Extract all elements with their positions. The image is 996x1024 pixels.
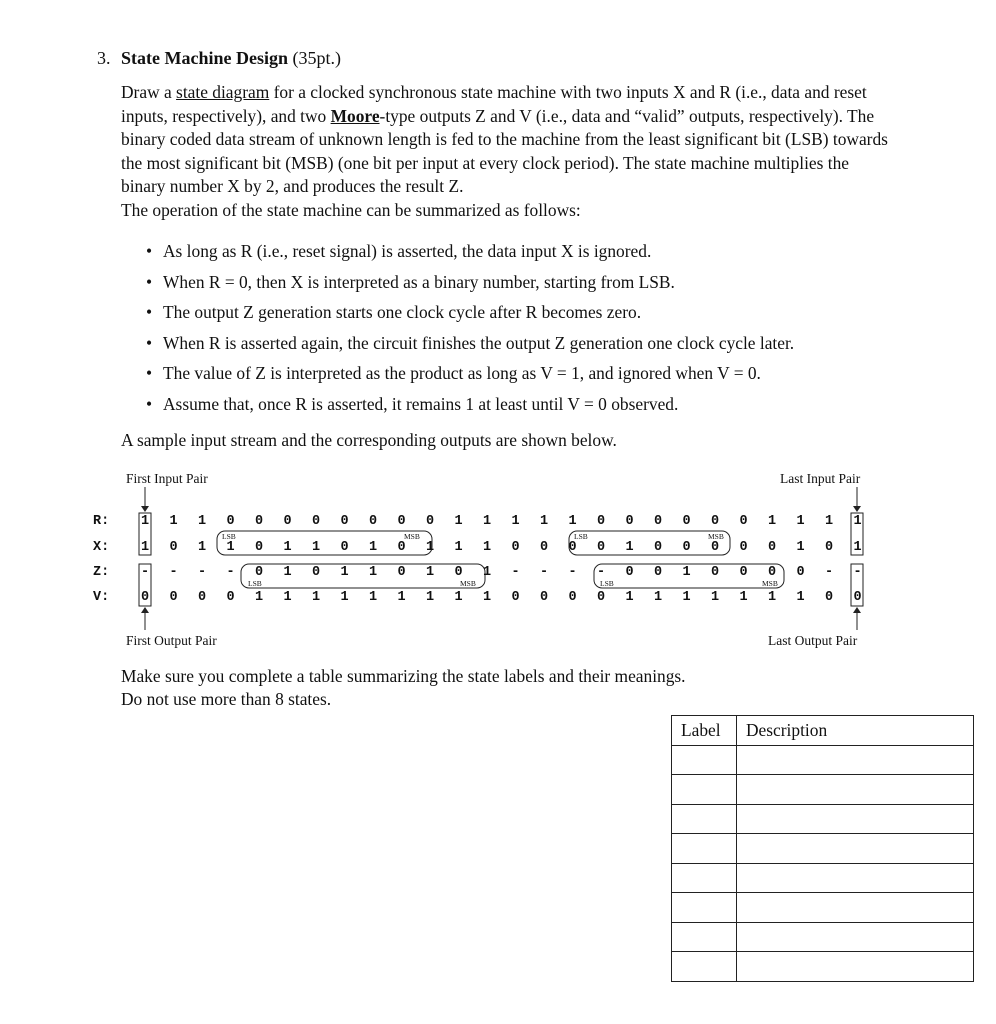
bit-x: 1: [482, 540, 492, 555]
bit-x: 1: [140, 540, 150, 555]
instruction-line-1: Make sure you complete a table summarizing the state labels and their meanings.: [121, 666, 686, 686]
sample-caption: A sample input stream and the corresponding outputs are shown below.: [121, 430, 617, 450]
instruction-line-2: Do not use more than 8 states.: [121, 689, 332, 709]
label-cell[interactable]: [672, 745, 737, 775]
state-summary-table: [671, 715, 974, 982]
bit-v: 1: [796, 590, 805, 605]
bit-v: 1: [739, 590, 748, 605]
lsb-tag: LSB: [248, 579, 262, 588]
bit-v: 0: [226, 590, 235, 605]
bit-z: -: [197, 565, 207, 580]
bit-v: 1: [482, 590, 492, 605]
bullet-item: • The value of Z is interpreted as the product as long as V = 1, and ignored when V = 0.: [146, 358, 906, 389]
label-cell[interactable]: [672, 893, 737, 923]
bit-x: 1: [454, 540, 463, 555]
lsb-tag: LSB: [574, 532, 588, 541]
bit-z: -: [853, 565, 862, 580]
bit-v: 0: [169, 590, 178, 605]
label-cell[interactable]: [672, 775, 737, 805]
bit-x: 0: [653, 540, 663, 555]
bullet-dot-icon: •: [146, 363, 153, 384]
bit-z: 0: [254, 565, 264, 580]
bit-v: 0: [596, 590, 606, 605]
bit-x: 1: [283, 540, 292, 555]
bit-z: -: [824, 565, 834, 580]
table-row[interactable]: [672, 745, 974, 775]
bit-v: 1: [625, 590, 634, 605]
bit-r: 1: [568, 514, 577, 529]
bit-z: -: [539, 565, 549, 580]
bit-r: 0: [425, 514, 435, 529]
bit-x: 1: [197, 540, 207, 555]
label-cell[interactable]: [672, 834, 737, 864]
bit-r: 1: [482, 514, 492, 529]
instructions: [121, 665, 686, 711]
bit-x: 0: [511, 540, 520, 555]
bit-r: 0: [682, 514, 691, 529]
bit-z: 0: [311, 565, 321, 580]
bit-z: 0: [454, 565, 463, 580]
bit-z: 1: [283, 565, 292, 580]
description-cell[interactable]: [737, 834, 974, 864]
msb-tag: MSB: [708, 532, 724, 541]
label-header: Label: [672, 716, 737, 746]
description-cell[interactable]: [737, 893, 974, 923]
description-cell[interactable]: [737, 863, 974, 893]
bit-x: 0: [254, 540, 264, 555]
bullet-item: • When R = 0, then X is interpreted as a binary number, starting from LSB.: [146, 267, 906, 298]
bit-z: -: [511, 565, 520, 580]
intro-text-1: Draw a: [121, 82, 177, 102]
last-input-pair-label: Last Input Pair: [780, 471, 861, 486]
bit-x: 1: [226, 540, 235, 555]
bit-v: 1: [340, 590, 349, 605]
bit-v: 1: [454, 590, 463, 605]
table-row[interactable]: [672, 952, 974, 982]
bit-x: 1: [425, 540, 435, 555]
intro-text-4: The operation of the state machine can be summarized as follows:: [121, 199, 581, 220]
lsb-tag: LSB: [222, 532, 236, 541]
bit-z: -: [226, 565, 235, 580]
bit-r: 1: [796, 514, 805, 529]
bit-r: 0: [397, 514, 406, 529]
intro-text-3: -type outputs Z and V (i.e., data and “valid” outputs, respectively). The binary coded data stream of unknown length is fed to the machine from the least significant bit (LSB) towards the most significant bit (MSB) (one bit per input at every clock period). The state machine multiplies the binary number X by 2, and produces the result Z.: [121, 105, 888, 196]
bit-z: 0: [653, 565, 663, 580]
bit-v: 1: [682, 590, 691, 605]
bit-r: 0: [311, 514, 321, 529]
table-header-row: [672, 716, 974, 746]
last-output-pair-label: Last Output Pair: [768, 633, 858, 648]
table-row[interactable]: [672, 893, 974, 923]
bit-z: 0: [739, 565, 748, 580]
question-number: 3.: [97, 48, 111, 68]
bit-x: 0: [767, 540, 777, 555]
description-cell[interactable]: [737, 952, 974, 982]
bit-z: -: [169, 565, 178, 580]
bit-v: 1: [368, 590, 378, 605]
bit-r: 1: [454, 514, 463, 529]
description-header: Description: [737, 716, 974, 746]
bit-x: 0: [340, 540, 349, 555]
bit-r: 0: [368, 514, 378, 529]
bit-r: 0: [653, 514, 663, 529]
row-label-z: Z:: [93, 565, 110, 580]
bit-v: 1: [425, 590, 435, 605]
table-row[interactable]: [672, 804, 974, 834]
description-cell[interactable]: [737, 804, 974, 834]
bit-z: 1: [340, 565, 349, 580]
bit-r: 0: [739, 514, 748, 529]
bullet-dot-icon: •: [146, 302, 153, 323]
bit-x: 0: [824, 540, 834, 555]
bit-r: 1: [767, 514, 777, 529]
bullet-dot-icon: •: [146, 241, 153, 261]
bit-z: 0: [625, 565, 634, 580]
bit-x: 0: [739, 540, 748, 555]
table-row[interactable]: [672, 775, 974, 805]
table-row[interactable]: [672, 834, 974, 864]
row-label-x: X:: [93, 540, 110, 555]
bit-v: 1: [254, 590, 264, 605]
bit-r: 0: [226, 514, 235, 529]
bullet-dot-icon: •: [146, 332, 153, 353]
bullet-item: • Assume that, once R is asserted, it remains 1 at least until V = 0 observed.: [146, 389, 906, 420]
row-label-r: R:: [93, 514, 110, 529]
bit-z: -: [596, 565, 606, 580]
bullet-item: • When R is asserted again, the circuit finishes the output Z generation one clock cycle later.: [146, 328, 906, 359]
bit-x: 0: [169, 540, 178, 555]
bit-r: 0: [596, 514, 606, 529]
description-cell[interactable]: [737, 922, 974, 952]
bit-z: 1: [425, 565, 435, 580]
bit-z: 0: [710, 565, 720, 580]
bit-r: 0: [254, 514, 264, 529]
bit-r: 1: [511, 514, 520, 529]
label-cell[interactable]: [672, 804, 737, 834]
description-cell[interactable]: [737, 775, 974, 805]
bit-z: 0: [796, 565, 805, 580]
bit-v: 1: [767, 590, 777, 605]
bit-v: 1: [283, 590, 292, 605]
bit-z: 0: [767, 565, 777, 580]
msb-tag: MSB: [404, 532, 420, 541]
bit-r: 0: [625, 514, 634, 529]
bit-x: 0: [710, 540, 720, 555]
bit-r: 0: [340, 514, 349, 529]
bit-r: 0: [710, 514, 720, 529]
row-label-v: V:: [93, 590, 110, 605]
moore-emphasis: Moore: [330, 105, 380, 126]
bit-x: 1: [368, 540, 378, 555]
question-title-text: State Machine Design: [121, 48, 288, 68]
label-cell[interactable]: [672, 952, 737, 982]
bit-x: 0: [682, 540, 691, 555]
bit-z: -: [568, 565, 577, 580]
bit-v: 0: [539, 590, 549, 605]
bit-r: 1: [197, 514, 207, 529]
bit-v: 0: [140, 590, 150, 605]
bit-v: 0: [568, 590, 577, 605]
bit-v: 0: [824, 590, 834, 605]
bit-r: 1: [140, 514, 150, 529]
bit-z: 0: [397, 565, 406, 580]
bit-x: 0: [539, 540, 549, 555]
table-row[interactable]: [672, 863, 974, 893]
bit-z: -: [140, 565, 150, 580]
bullet-dot-icon: •: [146, 271, 153, 292]
bit-r: 1: [539, 514, 549, 529]
intro-text-2: for a clocked synchronous state machine with two inputs X and R (i.e., data and reset inputs, respectively), and two: [121, 82, 867, 126]
bit-v: 1: [397, 590, 406, 605]
bit-v: 1: [653, 590, 663, 605]
bit-r: 1: [824, 514, 834, 529]
table-row[interactable]: [672, 922, 974, 952]
bit-x: 1: [625, 540, 634, 555]
bit-x: 0: [568, 540, 577, 555]
bit-v: 0: [197, 590, 207, 605]
bullet-item: • As long as R (i.e., reset signal) is asserted, the data input X is ignored.: [146, 236, 906, 267]
bit-x: 1: [796, 540, 805, 555]
first-input-pair-label: First Input Pair: [126, 471, 208, 486]
bit-r: 0: [283, 514, 292, 529]
bit-v: 1: [710, 590, 720, 605]
msb-tag: MSB: [460, 579, 476, 588]
bit-x: 0: [397, 540, 406, 555]
bullet-item: • The output Z generation starts one clock cycle after R becomes zero.: [146, 297, 906, 328]
bit-x: 1: [853, 540, 862, 555]
label-cell[interactable]: [672, 922, 737, 952]
bit-r: 1: [853, 514, 862, 529]
bit-z: 1: [482, 565, 492, 580]
description-cell[interactable]: [737, 745, 974, 775]
bullet-dot-icon: •: [146, 393, 153, 414]
bit-z: 1: [368, 565, 378, 580]
bit-v: 0: [853, 590, 862, 605]
label-cell[interactable]: [672, 863, 737, 893]
lsb-tag: LSB: [600, 579, 614, 588]
msb-tag: MSB: [762, 579, 778, 588]
bit-v: 0: [511, 590, 520, 605]
bit-x: 1: [311, 540, 321, 555]
state-diagram-link[interactable]: state diagram: [176, 82, 270, 102]
bit-r: 1: [169, 514, 178, 529]
bit-z: 1: [682, 565, 691, 580]
first-output-pair-label: First Output Pair: [126, 633, 217, 648]
bit-x: 0: [596, 540, 606, 555]
bit-v: 1: [311, 590, 321, 605]
question-points: (35pt.): [292, 48, 341, 68]
